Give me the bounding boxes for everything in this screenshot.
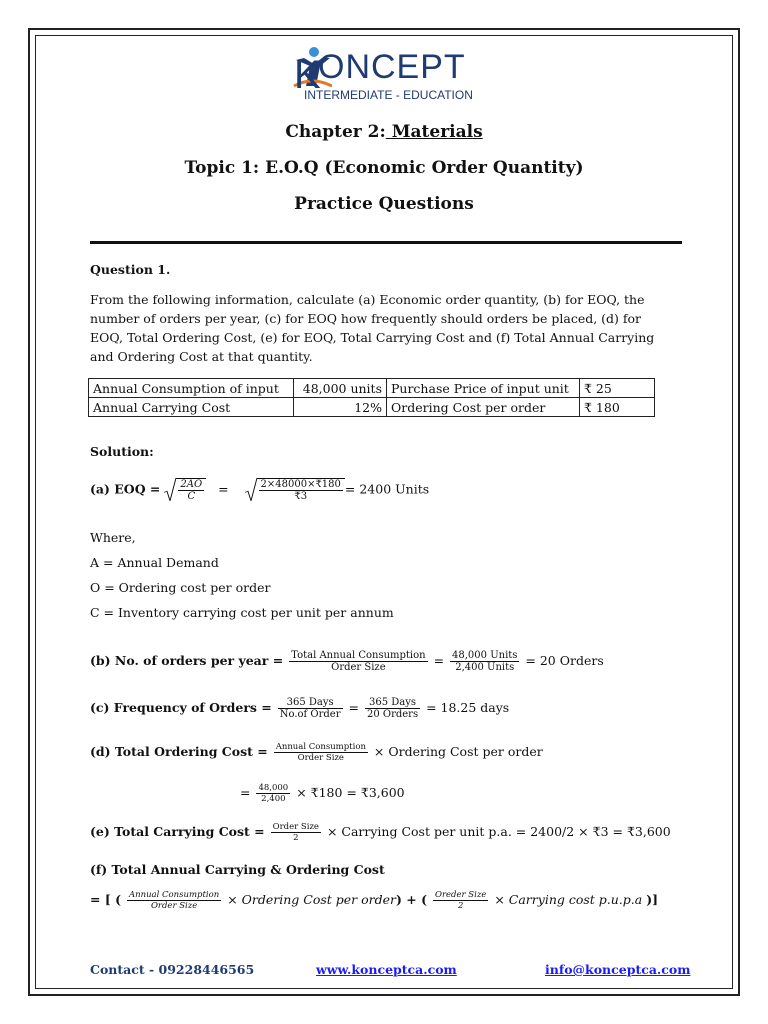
fraction-denominator: C (187, 491, 196, 502)
bracket-close: )] (646, 892, 659, 907)
table-cell: ₹ 25 (580, 379, 655, 398)
ordering-cost-result: × ₹180 = ₹3,600 (296, 785, 405, 800)
question-label: Question 1. (90, 262, 171, 277)
page-border-inner (35, 35, 733, 989)
orders-values-fraction (450, 650, 519, 673)
fraction-numerator: 365 Days (365, 697, 420, 709)
table-cell: Annual Consumption of input (89, 379, 294, 398)
solution-label: Solution: (90, 444, 154, 459)
fraction-denominator: ₹3 (294, 491, 308, 502)
footer-website-link[interactable]: www.konceptca.com (316, 962, 457, 977)
fraction-numerator: 48,000 Units (452, 650, 518, 661)
topic-title: Topic 1: E.O.Q (Economic Order Quantity) (184, 158, 584, 178)
fraction-denominator: 2,400 Units (455, 662, 515, 673)
chapter-prefix: Chapter 2: (285, 122, 386, 142)
orders-result: = 20 Orders (525, 653, 604, 668)
ordering-cost-tail: × Ordering Cost per order (373, 744, 543, 759)
practice-title: Practice Questions (294, 194, 474, 214)
total-cost-fraction-2 (433, 890, 488, 911)
total-cost-formula (90, 890, 658, 911)
fraction-denominator: 2 (293, 833, 299, 843)
eoq-result: = 2400 Units (344, 481, 430, 497)
fraction-numerator: Annual Consumption (129, 890, 220, 900)
fraction-denominator: 2,400 (261, 794, 286, 804)
fraction-denominator: 20 Orders (366, 709, 419, 720)
koncept-logo (292, 46, 482, 106)
frequency-fraction (278, 697, 343, 720)
fraction-numerator: Oreder Size (435, 890, 487, 900)
fraction-numerator: 2AO (180, 479, 203, 490)
carrying-cost-fraction (271, 822, 321, 843)
frequency-result: = 18.25 days (426, 700, 510, 715)
table-row (89, 398, 655, 417)
question-line-2: number of orders per year, (c) for EOQ how frequently should orders be placed, (d) for (90, 311, 642, 326)
def-annual-demand: A = Annual Demand (90, 555, 219, 570)
eoq-prefix: (a) EOQ = (90, 481, 161, 497)
radical-icon (245, 478, 257, 502)
fraction-denominator: Order Size (297, 753, 344, 763)
fraction-numerator: 2×48000×₹180 (260, 479, 341, 490)
chapter-name: Materials (385, 122, 483, 142)
fraction-denominator: Order Size (331, 662, 386, 673)
plus-bracket: ) + ( (396, 892, 428, 907)
question-line-1: From the following information, calculate (a) Economic order quantity, (b) for EOQ, the (90, 292, 645, 307)
frequency-values-fraction (365, 697, 420, 720)
ordering-cost-formula (90, 742, 543, 763)
carrying-cost-formula (90, 822, 671, 843)
sqrt-symbol (245, 478, 345, 502)
footer-contact: Contact - 09228446565 (90, 962, 255, 977)
equals-sign: = (218, 481, 229, 497)
radical-icon (164, 478, 176, 502)
question-line-4: and Ordering Cost at that quantity. (90, 349, 313, 364)
equals-sign: = (240, 785, 251, 800)
fraction-numerator: Annual Consumption (275, 742, 366, 752)
total-cost-mid: × Ordering Cost per order (227, 892, 396, 907)
eoq-formula (90, 478, 429, 502)
logo-k-letter: K (294, 53, 321, 92)
input-data-table (88, 378, 655, 417)
ordering-cost-values-fraction (256, 783, 290, 804)
eoq-values-fraction (259, 479, 343, 502)
fraction-denominator: Order Size (150, 901, 198, 911)
orders-fraction (289, 650, 427, 673)
fraction-numerator: Order Size (272, 822, 319, 832)
chapter-title (0, 122, 768, 142)
ordering-cost-calc (240, 783, 405, 804)
orders-prefix: (b) No. of orders per year = (90, 653, 284, 668)
fraction-denominator: 2 (457, 901, 464, 911)
header-rule (90, 241, 682, 244)
total-cost-label: (f) Total Annual Carrying & Ordering Cost (90, 862, 385, 877)
eoq-fraction (178, 479, 204, 502)
frequency-prefix: (c) Frequency of Orders = (90, 700, 272, 715)
table-cell: Purchase Price of input unit (387, 379, 580, 398)
table-cell: 48,000 units (294, 379, 387, 398)
ordering-cost-prefix: (d) Total Ordering Cost = (90, 744, 268, 759)
sqrt-symbol (164, 478, 206, 502)
frequency-formula (90, 697, 509, 720)
table-cell: Ordering Cost per order (387, 398, 580, 417)
bracket-open: = [ ( (90, 892, 122, 907)
total-cost-fraction-1 (127, 890, 221, 911)
fraction-numerator: 48,000 (258, 783, 289, 793)
question-line-3: EOQ, Total Ordering Cost, (e) for EOQ, Total Carrying Cost and (f) Total Annual Carrying (90, 330, 655, 345)
carrying-cost-result: × Carrying Cost per unit p.a. = 2400/2 × ₹3 = ₹3,600 (326, 824, 671, 839)
ordering-cost-fraction (274, 742, 368, 763)
total-cost-end: × Carrying cost p.u.p.a (494, 892, 643, 907)
footer-email-link[interactable]: info@konceptca.com (545, 962, 691, 977)
fraction-denominator: No.of Order (279, 709, 341, 720)
table-cell: 12% (294, 398, 387, 417)
table-row (89, 379, 655, 398)
where-label: Where, (90, 530, 136, 545)
def-carrying-cost: C = Inventory carrying cost per unit per annum (90, 605, 394, 620)
orders-per-year-formula (90, 650, 604, 673)
logo-subtitle: INTERMEDIATE - EDUCATION (304, 88, 473, 102)
equals-sign: = (348, 700, 359, 715)
table-cell: ₹ 180 (580, 398, 655, 417)
equals-sign: = (433, 653, 445, 668)
def-ordering-cost: O = Ordering cost per order (90, 580, 271, 595)
carrying-cost-prefix: (e) Total Carrying Cost = (90, 824, 265, 839)
logo-wordmark: ONCEPT (318, 48, 466, 86)
fraction-numerator: Total Annual Consumption (291, 650, 426, 661)
fraction-numerator: 365 Days (278, 697, 343, 709)
table-cell: Annual Carrying Cost (89, 398, 294, 417)
